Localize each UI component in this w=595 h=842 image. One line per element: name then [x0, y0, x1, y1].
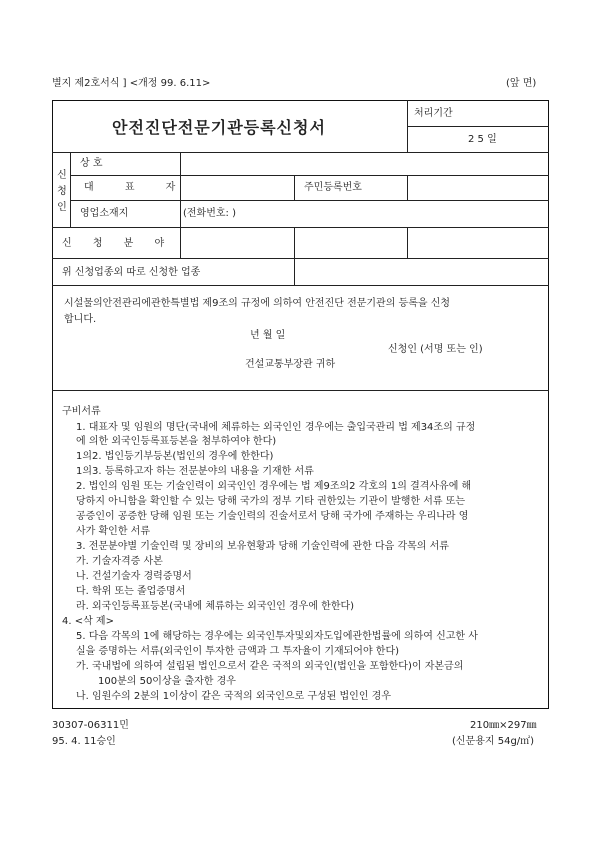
- address-label: 영업소재지: [80, 208, 129, 219]
- declaration-line-1: 시설물의안전관리에관한특별법 제9조의 규정에 의하여 안전진단 전문기관의 등록을 신청: [64, 298, 451, 309]
- declaration-date: 년 월 일: [250, 330, 286, 341]
- phone-label: (전화번호: ): [183, 208, 236, 219]
- docs-line: 당하지 아니함을 확인할 수 있는 당해 국가의 정부 기타 권한있는 기관이 발행한 서류 또는: [76, 496, 466, 507]
- docs-line: 라. 외국인등록표등본(국내에 체류하는 외국인인 경우에 한한다): [76, 601, 355, 612]
- form-title: 안전진단전문기관등록신청서: [112, 118, 326, 137]
- registration-field[interactable]: [295, 259, 548, 284]
- docs-line: 1의2. 법인등기부등본(법인의 경우에 한한다): [76, 451, 274, 462]
- docs-line: 실을 증명하는 서류(외국인이 투자한 금액과 그 투자율이 기재되어야 한다): [76, 646, 400, 657]
- rep-field[interactable]: [181, 176, 294, 200]
- field-input-2[interactable]: [295, 228, 407, 257]
- page-side: (앞 면): [506, 78, 537, 89]
- docs-line: 5. 다음 각목의 1에 해당하는 경우에는 외국인투자및외자도입에관한법률에 의하여 신고한 사: [76, 631, 478, 642]
- processing-value: 2 5 일: [468, 134, 497, 145]
- docs-line: 에 의한 외국인등록표등본을 첨부하여야 한다): [76, 436, 277, 447]
- declaration-recipient: 건설교통부장관 귀하: [245, 359, 336, 370]
- docs-line: 나. 건설기술자 경력증명서: [76, 571, 192, 582]
- footer-paper: (신문용지 54g/㎡): [452, 736, 535, 747]
- docs-line: 사가 확인한 서류: [76, 526, 150, 537]
- address-field[interactable]: [181, 201, 548, 226]
- footer-code: 30307-06311민: [52, 720, 129, 731]
- docs-line: 1. 대표자 및 임원의 명단(국내에 체류하는 외국인인 경우에는 출입국관리 법 제34조의 규정: [76, 422, 476, 433]
- docs-line: 가. 기술자격증 사본: [76, 556, 163, 567]
- registration-label: 위 신청업종외 따로 신청한 업종: [62, 267, 201, 278]
- docs-line: 1의3. 등록하고자 하는 전문분야의 내용을 기재한 서류: [76, 466, 314, 477]
- declaration-line-2: 합니다.: [64, 314, 97, 325]
- docs-line: 100분의 50이상을 출자한 경우: [98, 676, 236, 687]
- name-field[interactable]: [181, 153, 548, 175]
- footer-approval: 95. 4. 11승인: [52, 736, 116, 747]
- footer-size: 210㎜×297㎜: [470, 720, 537, 731]
- field-input-1[interactable]: [181, 228, 294, 257]
- docs-line: 가. 국내법에 의하여 설립된 법인으로서 같은 국적의 외국인(법인을 포함한다)이 자본금의: [76, 661, 464, 672]
- docs-line: 나. 임원수의 2분의 1이상이 같은 국적의 외국인으로 구성된 법인인 경우: [76, 691, 391, 702]
- docs-line: 4. <삭 제>: [62, 616, 114, 627]
- docs-line: 2. 법인의 임원 또는 기술인력이 외국인인 경우에는 법 제9조의2 각호의 1의 결격사유에 해: [76, 481, 472, 492]
- rep-label: 대 표 자: [84, 182, 190, 193]
- docs-line: 3. 전문분야별 기술인력 및 장비의 보유현황과 당해 기술인력에 관한 다음 각목의 서류: [76, 541, 449, 552]
- id-field[interactable]: [408, 176, 548, 200]
- declaration-signer: 신청인 (서명 또는 인): [388, 344, 483, 355]
- field-input-3[interactable]: [408, 228, 548, 257]
- docs-title: 구비서류: [62, 406, 101, 417]
- field-label: 신 청 분 야: [62, 238, 174, 249]
- form-id: 별지 제2호서식 ] <개정 99. 6.11>: [52, 78, 211, 89]
- id-label: 주민등록번호: [304, 182, 362, 193]
- processing-label: 처리기간: [414, 108, 453, 119]
- docs-line: 공증인이 공증한 당해 임원 또는 기술인력의 진술서로서 당해 국가에 주재하는 우리나라 영: [76, 511, 469, 522]
- docs-line: 다. 학위 또는 졸업증명서: [76, 586, 186, 597]
- name-label: 상 호: [80, 158, 103, 169]
- applicant-group-label: 신청인: [57, 170, 67, 213]
